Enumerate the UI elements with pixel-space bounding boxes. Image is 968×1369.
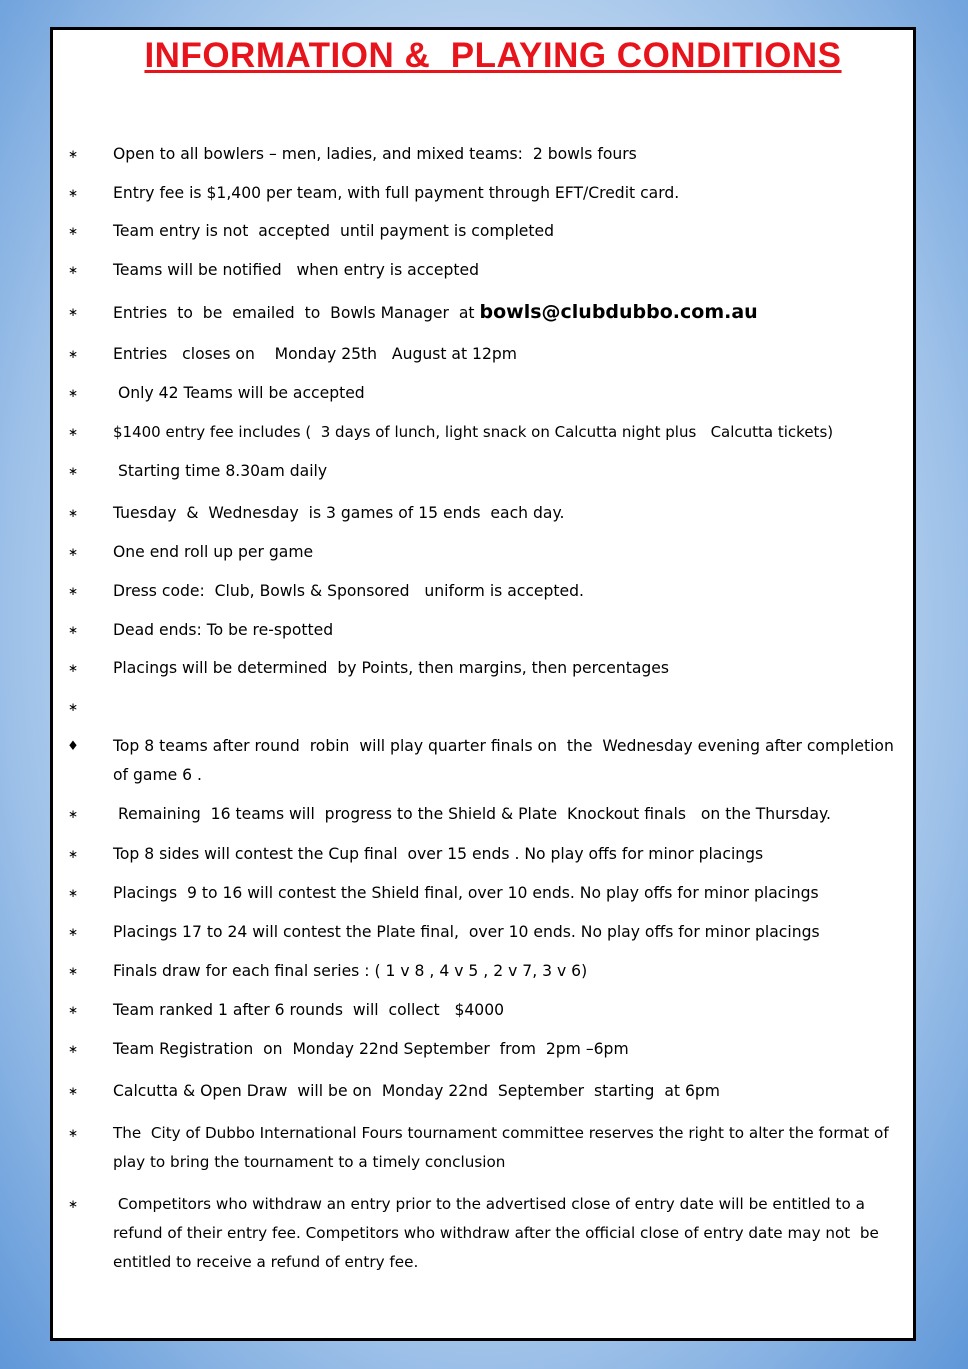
- prize-text: Team ranked 1 after 6 rounds will collect $4000: [113, 1001, 505, 1019]
- bullet-star-icon: ∗: [67, 347, 79, 361]
- bullet-star-icon: ∗: [67, 506, 79, 520]
- bullet-star-icon: ∗: [67, 263, 79, 277]
- calcutta-text: Calcutta & Open Draw will be on Monday 22nd September starting at 6pm: [113, 1082, 720, 1100]
- finals-draw-text: Finals draw for each final series : ( 1 v 8 , 4 v 5 , 2 v 7, 3 v 6): [113, 962, 588, 980]
- bullet-star-icon: ∗: [67, 584, 79, 598]
- bullet-star-icon: ∗: [67, 623, 79, 637]
- bullet-star-icon: ∗: [67, 147, 79, 161]
- bullet-star-icon: ∗: [67, 305, 79, 319]
- notification-text: Teams will be notified when entry is accepted: [113, 261, 479, 279]
- bullet-star-icon: ∗: [67, 224, 79, 238]
- registration-text: Team Registration on Monday 22nd September from 2pm –6pm: [113, 1040, 629, 1058]
- starting-time-text: Starting time 8.30am daily: [113, 462, 328, 480]
- dead-ends-text: Dead ends: To be re-spotted: [113, 621, 334, 639]
- bullet-star-icon: ∗: [67, 700, 79, 714]
- bullet-star-icon: ∗: [67, 464, 79, 478]
- bullet-star-icon: ∗: [67, 1126, 79, 1140]
- email-instructions: Entries to be emailed to Bowls Manager at bowls@clubdubbo.com.au: [113, 301, 758, 323]
- bullet-star-icon: ∗: [67, 386, 79, 400]
- cup-final-text: Top 8 sides will contest the Cup final over 15 ends . No play offs for minor placings: [113, 845, 764, 863]
- bullet-diamond-icon: ♦: [67, 739, 79, 754]
- entry-fee-text: Entry fee is $1,400 per team, with full payment through EFT/Credit card.: [113, 184, 680, 202]
- knockout-finals-text: Remaining 16 teams will progress to the Shield & Plate Knockout finals on the Thursday.: [113, 805, 831, 823]
- entries-close-text: Entries closes on Monday 25th August at 12pm: [113, 345, 517, 363]
- bullet-star-icon: ∗: [67, 425, 79, 439]
- bullet-star-icon: ∗: [67, 1003, 79, 1017]
- bullet-star-icon: ∗: [67, 186, 79, 200]
- bullet-star-icon: ∗: [67, 886, 79, 900]
- fee-includes-text: $1400 entry fee includes ( 3 days of lunch, light snack on Calcutta night plus Calcutta tickets): [113, 423, 834, 441]
- shield-final-text: Placings 9 to 16 will contest the Shield final, over 10 ends. No play offs for minor placings: [113, 884, 819, 902]
- placings-text: Placings will be determined by Points, then margins, then percentages: [113, 659, 669, 677]
- bullet-star-icon: ∗: [67, 925, 79, 939]
- bullet-star-icon: ∗: [67, 661, 79, 675]
- bullet-star-icon: ∗: [67, 1042, 79, 1056]
- bullet-star-icon: ∗: [67, 807, 79, 821]
- bullet-star-icon: ∗: [67, 847, 79, 861]
- team-limit-text: Only 42 Teams will be accepted: [113, 384, 365, 402]
- dress-code-text: Dress code: Club, Bowls & Sponsored uniform is accepted.: [113, 582, 584, 600]
- plate-final-text: Placings 17 to 24 will contest the Plate final, over 10 ends. No play offs for minor placings: [113, 923, 820, 941]
- bullet-star-icon: ∗: [67, 964, 79, 978]
- refund-policy-text: Competitors who withdraw an entry prior to the advertised close of entry date will be entitled to a refund of their entry fee. Competitors who withdraw after the official close of entry date may not be entitled to receive a refund of entry fee.: [113, 1195, 884, 1271]
- games-per-day-text: Tuesday & Wednesday is 3 games of 15 ends each day.: [113, 504, 565, 522]
- bullet-star-icon: ∗: [67, 1084, 79, 1098]
- payment-text: Team entry is not accepted until payment is completed: [113, 222, 555, 240]
- committee-rights-text: The City of Dubbo International Fours tournament committee reserves the right to alter the format of play to bring the tournament to a timely conclusion: [113, 1124, 894, 1171]
- quarter-finals-text: Top 8 teams after round robin will play quarter finals on the Wednesday evening after completion of game 6 .: [113, 737, 899, 784]
- bullet-star-icon: ∗: [67, 545, 79, 559]
- page-title: INFORMATION & PLAYING CONDITIONS: [144, 36, 842, 75]
- conditions-panel: [50, 27, 916, 1341]
- open-to-all-text: Open to all bowlers – men, ladies, and mixed teams: 2 bowls fours: [113, 145, 637, 163]
- bullet-star-icon: ∗: [67, 1197, 79, 1211]
- roll-up-text: One end roll up per game: [113, 543, 314, 561]
- email-link[interactable]: bowls@clubdubbo.com.au: [479, 301, 758, 323]
